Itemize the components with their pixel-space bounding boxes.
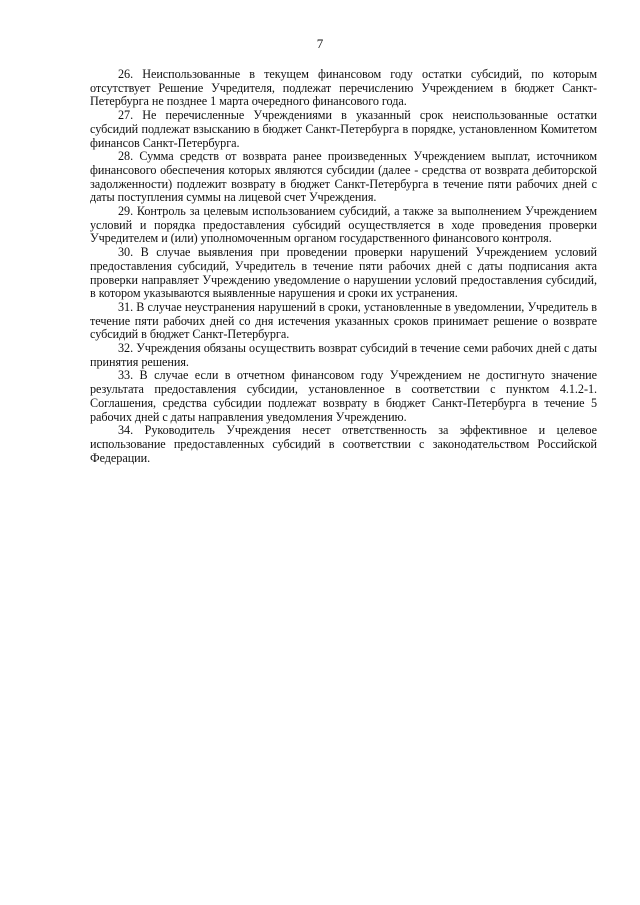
paragraph-28: 28. Сумма средств от возврата ранее произведенных Учреждением выплат, источником финансового обеспечения которых являются субсидии (далее - средства от возврата дебиторской задолженности) подлежит возврату в бюджет Санкт-Петербурга в течение пяти рабочих дней с даты поступления суммы на лицевой счет Учреждения. bbox=[90, 149, 597, 205]
paragraph-30: 30. В случае выявления при проведении проверки нарушений Учреждением условий предоставления субсидий, Учредитель в течение пяти рабочих дней с даты подписания акта проверки направляет Учреждению уведомление о нарушении условий предоставления субсидий, в котором указываются выявленные нарушения и сроки их устранения. bbox=[90, 245, 597, 301]
paragraph-34: 34. Руководитель Учреждения несет ответственность за эффективное и целевое использование предоставленных субсидий в соответствии с законодательством Российской Федерации. bbox=[90, 423, 597, 465]
paragraph-26: 26. Неиспользованные в текущем финансовом году остатки субсидий, по которым отсутствует Решение Учредителя, подлежат перечислению Учреждением в бюджет Санкт-Петербурга не позднее 1 марта очередного финансового года. bbox=[90, 67, 597, 109]
document-body bbox=[90, 68, 597, 465]
paragraph-27: 27. Не перечисленные Учреждениями в указанный срок неиспользованные остатки субсидий подлежат взысканию в бюджет Санкт-Петербурга в порядке, установленном Комитетом финансов Санкт-Петербурга. bbox=[90, 108, 597, 150]
paragraph-31: 31. В случае неустранения нарушений в сроки, установленные в уведомлении, Учредитель в течение пяти рабочих дней со дня истечения указанных сроков принимает решение о возврате субсидий в бюджет Санкт-Петербурга. bbox=[90, 299, 597, 342]
paragraph-32: 32. Учреждения обязаны осуществить возврат субсидий в течение семи рабочих дней с даты принятия решения. bbox=[90, 341, 597, 369]
paragraph-29: 29. Контроль за целевым использованием субсидий, а также за выполнением Учреждением условий и порядка предоставления субсидий осуществляется в ходе проведения проверки Учредителем и (или) уполномоченным органом государственного финансового контроля. bbox=[90, 204, 597, 246]
page-number: 7 bbox=[316, 36, 324, 51]
paragraph-33: 33. В случае если в отчетном финансовом году Учреждением не достигнуто значение результата предоставления субсидии, установленное в соответствии с пунктом 4.1.2-1. Соглашения, средства субсидии подлежат возврату в бюджет Санкт-Петербурга в течение 5 рабочих дней с даты направления уведомления Учреждению. bbox=[90, 368, 597, 424]
